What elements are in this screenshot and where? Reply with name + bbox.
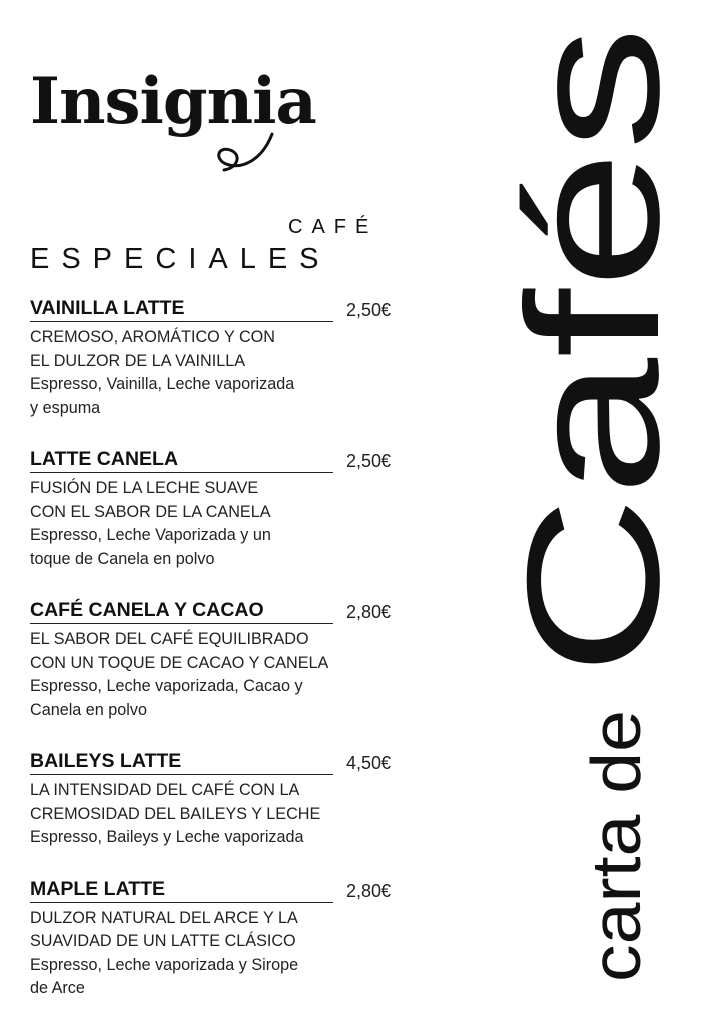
item-description	[30, 326, 410, 373]
item-description-line: DULZOR NATURAL DEL ARCE Y LA	[30, 908, 298, 927]
item-ingredients	[30, 675, 410, 722]
brand-logo	[30, 64, 410, 238]
item-name: VAINILLA LATTE	[30, 296, 333, 322]
item-ingredients-line: Espresso, Vainilla, Leche vaporizada	[30, 375, 295, 393]
item-price: 2,50€	[346, 451, 392, 471]
item-ingredients-line: de Arce	[30, 979, 85, 997]
side-title-svg	[500, 16, 700, 1006]
item-ingredients	[30, 826, 410, 850]
menu-item	[30, 447, 410, 571]
item-description-line: FUSIÓN DE LA LECHE SUAVE	[30, 479, 259, 497]
item-name: MAPLE LATTE	[30, 877, 333, 903]
item-name: LATTE CANELA	[30, 447, 333, 473]
item-price: 2,80€	[346, 880, 392, 901]
side-title-big: Cafés	[500, 184, 698, 676]
item-ingredients-line: Espresso, Leche vaporizada y Sirope	[30, 955, 299, 974]
menu-item	[30, 877, 410, 1001]
item-ingredients-line: toque de Canela en polvo	[30, 549, 215, 568]
item-ingredients-line: y espuma	[30, 398, 101, 417]
item-description-line: EL SABOR DEL CAFÉ EQUILIBRADO	[30, 630, 309, 648]
menu-item	[30, 749, 410, 850]
item-description	[30, 907, 410, 954]
brand-name: Insignia	[30, 64, 316, 139]
brand-subtitle: CAFÉ	[288, 216, 378, 238]
menu-items	[30, 296, 410, 1028]
item-price: 2,50€	[346, 300, 392, 320]
item-description-line: LA INTENSIDAD DEL CAFÉ CON LA	[30, 781, 300, 799]
item-description	[30, 628, 410, 675]
menu-item-header	[30, 877, 410, 905]
item-ingredients	[30, 954, 410, 1001]
logo-swash-icon	[212, 130, 282, 174]
item-ingredients	[30, 524, 410, 571]
item-ingredients-line: Canela en polvo	[30, 700, 147, 719]
item-description-line: CON UN TOQUE DE CACAO Y CANELA	[30, 653, 329, 672]
item-price: 4,50€	[346, 753, 392, 773]
item-ingredients-line: Espresso, Leche vaporizada, Cacao y	[30, 677, 303, 695]
menu-item-header	[30, 749, 410, 777]
menu-item-header	[30, 296, 410, 324]
menu-item	[30, 598, 410, 722]
section-title: ESPECIALES	[30, 243, 331, 275]
menu-item	[30, 296, 410, 420]
menu-item-header	[30, 447, 410, 475]
item-name: BAILEYS LATTE	[30, 749, 333, 775]
side-title	[500, 16, 700, 1006]
item-name: CAFÉ CANELA Y CACAO	[30, 598, 333, 624]
item-ingredients-line: Espresso, Baileys y Leche vaporizada	[30, 828, 304, 846]
item-description	[30, 779, 410, 826]
item-description-line: EL DULZOR DE LA VAINILLA	[30, 351, 246, 370]
item-description-line: SUAVIDAD DE UN LATTE CLÁSICO	[30, 932, 296, 950]
item-ingredients	[30, 373, 410, 420]
item-description-line: CREMOSIDAD DEL BAILEYS Y LECHE	[30, 804, 321, 823]
item-price: 2,80€	[346, 602, 392, 622]
menu-item-header	[30, 598, 410, 626]
item-description-line: CON EL SABOR DE LA CANELA	[30, 502, 271, 521]
item-ingredients-line: Espresso, Leche Vaporizada y un	[30, 526, 271, 544]
side-title-light: carta de	[577, 729, 655, 982]
item-description	[30, 477, 410, 524]
item-description-line: CREMOSO, AROMÁTICO Y CON	[30, 328, 275, 346]
